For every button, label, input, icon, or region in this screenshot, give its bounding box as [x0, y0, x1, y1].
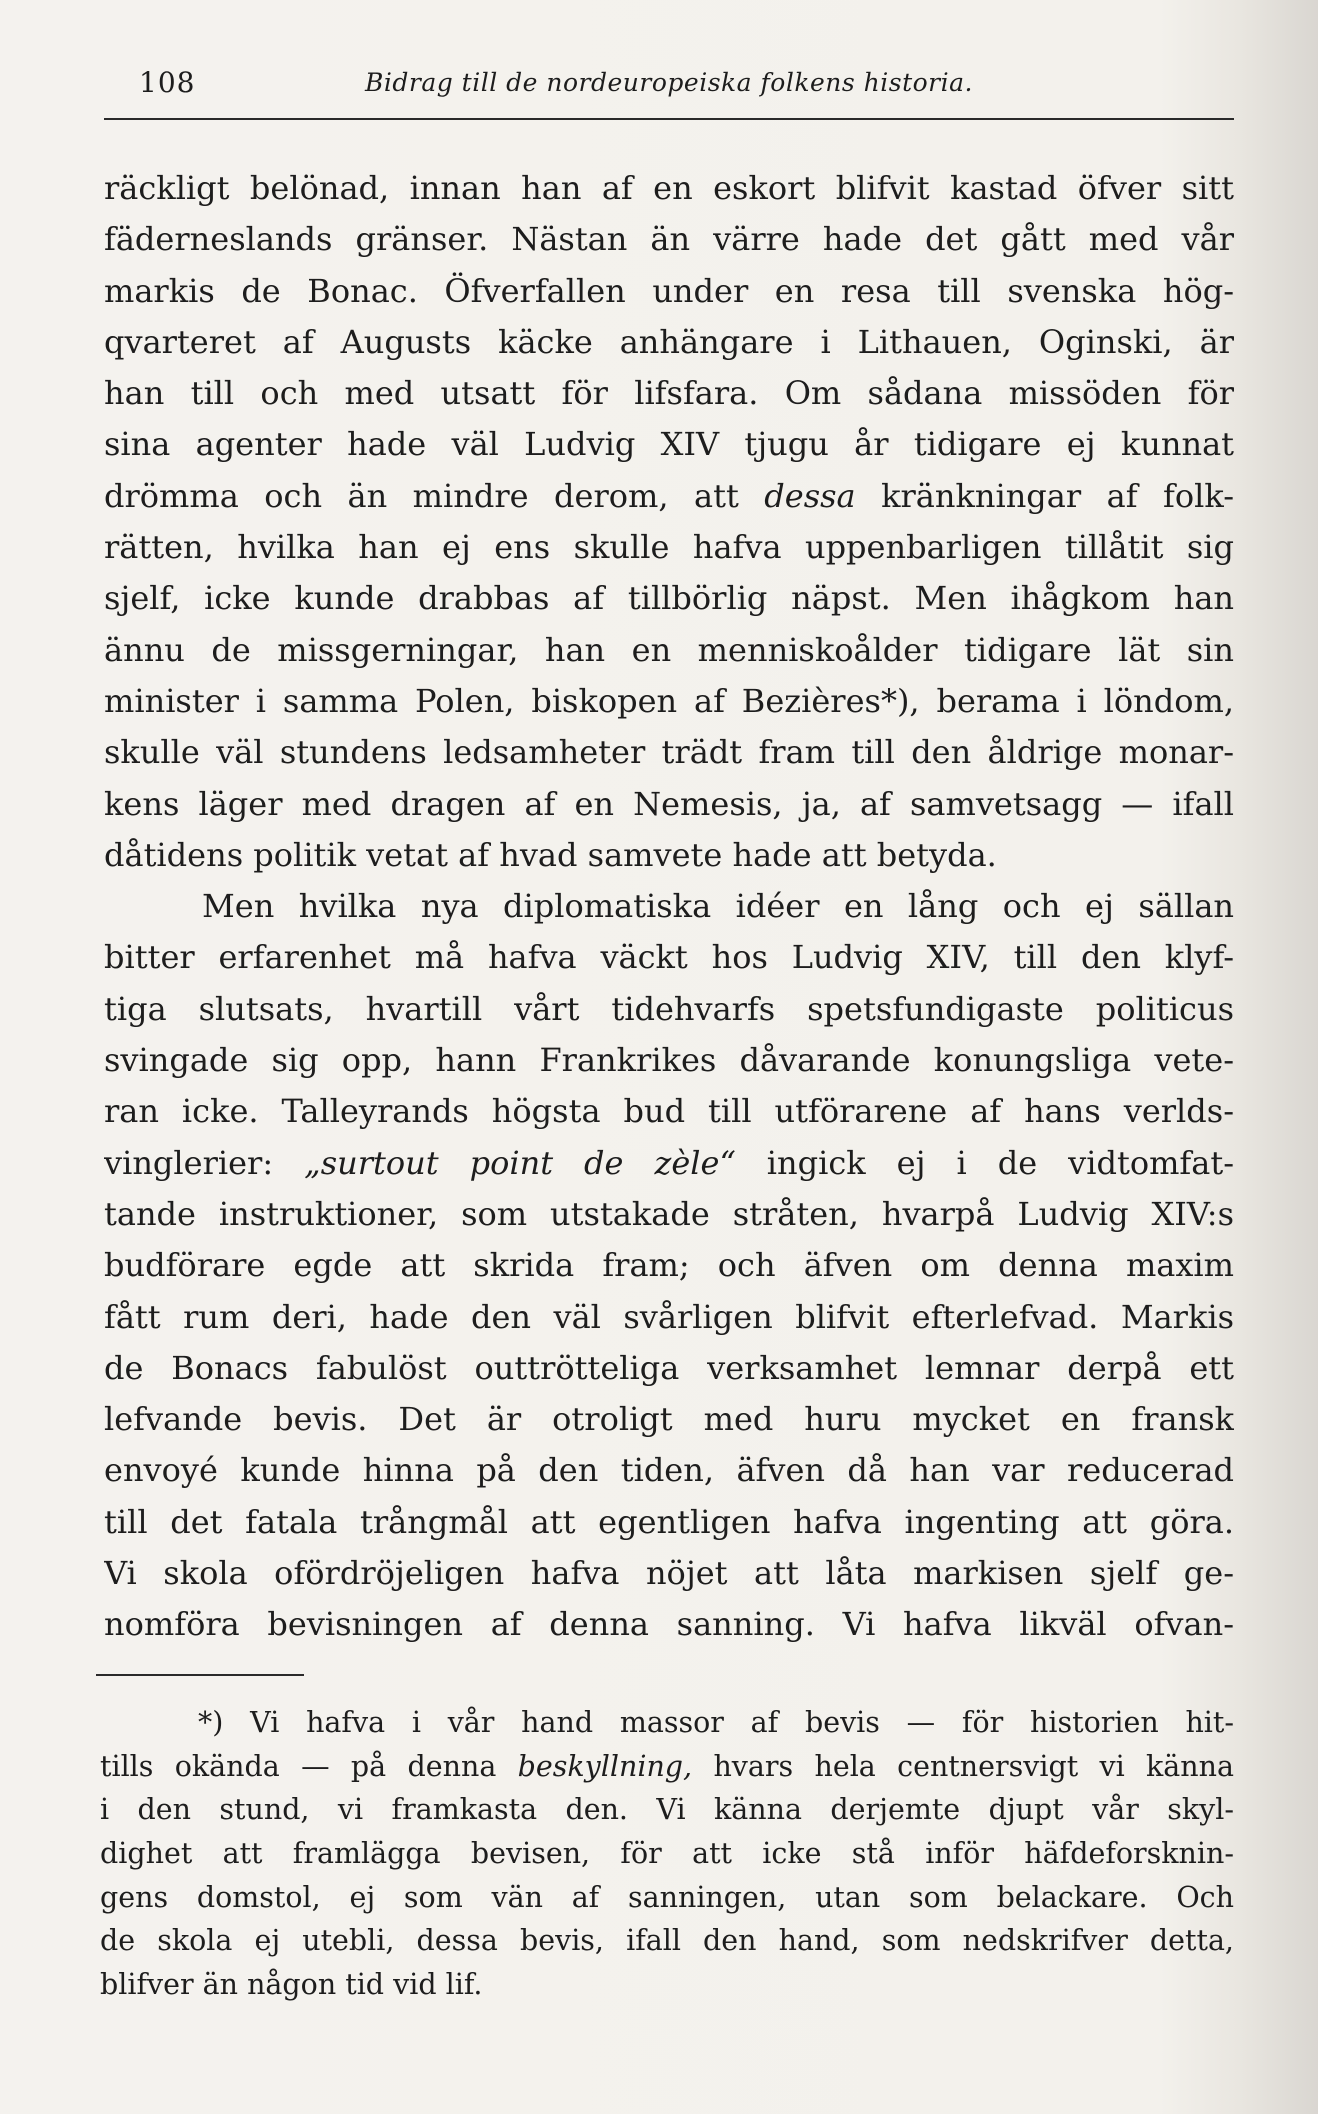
footnote-line: gens domstol, ej som vän af sanningen, utan som belackare. Och — [100, 1880, 1234, 1914]
text-line: sina agenter hade väl Ludvig XIV tjugu år tidigare ej kunnat — [104, 425, 1234, 464]
text-line: rätten, hvilka han ej ens skulle hafva uppenbarligen tillåtit sig — [104, 528, 1234, 567]
text-line: envoyé kunde hinna på den tiden, äfven då han var reducerad — [104, 1451, 1234, 1490]
text-segment: drömma och än mindre derom, att — [104, 476, 765, 515]
text-line: budförare egde att skrida fram; och äfven om denna maxim — [104, 1246, 1234, 1285]
running-title: Bidrag till de nordeuropeiska folkens historia. — [365, 68, 973, 97]
text-segment: vinglerier: — [104, 1143, 305, 1182]
footnote-line: de skola ej utebli, dessa bevis, ifall den hand, som nedskrifver detta, — [100, 1924, 1234, 1958]
text-line: minister i samma Polen, biskopen af Bezières*), berama i löndom, — [104, 681, 1234, 720]
text-line: bitter erfarenhet må hafva väckt hos Ludvig XIV, till den klyf- — [104, 938, 1234, 977]
body-text — [104, 163, 1234, 1651]
text-line: de Bonacs fabulöst outtrötteliga verksamhet lemnar derpå ett — [104, 1348, 1234, 1387]
text-line: lefvande bevis. Det är otroligt med huru mycket en fransk — [104, 1400, 1234, 1439]
header-rule — [104, 118, 1234, 120]
text-line: kens läger med dragen af en Nemesis, ja, af samvetsagg — ifall — [104, 784, 1234, 823]
footnote-rule — [96, 1674, 304, 1676]
footnote-line: i den stund, vi framkasta den. Vi känna derjemte djupt vår skyl- — [100, 1793, 1234, 1827]
text-line: svingade sig opp, hann Frankrikes dåvarande konungsliga vete- — [104, 1041, 1234, 1080]
text-line: skulle väl stundens ledsamheter trädt fram till den åldrige monar- — [104, 733, 1234, 772]
footnote — [100, 1701, 1234, 2007]
footnote-line: dighet att framlägga bevisen, för att icke stå inför häfdeforsknin- — [100, 1837, 1234, 1871]
text-line: tande instruktioner, som utstakade stråten, hvarpå Ludvig XIV:s — [104, 1194, 1234, 1233]
text-line: Vi skola ofördröjeligen hafva nöjet att låta markisen sjelf ge- — [104, 1554, 1234, 1593]
text-segment: ingick ej i de vidtomfat- — [735, 1143, 1234, 1182]
text-line — [104, 471, 1234, 522]
footnote-line: blifver än någon tid vid lif. — [100, 1968, 483, 2002]
text-line: räckligt belönad, innan han af en eskort blifvit kastad öfver sitt — [104, 169, 1234, 207]
text-line: han till och med utsatt för lifsfara. Om sådana missöden för — [104, 374, 1234, 413]
text-line: fått rum deri, hade den väl svårligen blifvit efterlefvad. Markis — [104, 1297, 1234, 1336]
text-line: till det fatala trångmål att egentligen hafva ingenting att göra. — [104, 1502, 1234, 1541]
footnote-line — [100, 1745, 1234, 1789]
text-line: tiga slutsats, hvartill vårt tidehvarfs spetsfundigaste politicus — [104, 989, 1234, 1028]
emphasis-dessa: dessa — [764, 476, 856, 515]
text-line: Men hvilka nya diplomatiska idéer en lång och ej sällan — [202, 887, 1234, 926]
text-line: nomföra bevisningen af denna sanning. Vi hafva likväl ofvan- — [104, 1605, 1234, 1644]
emphasis-surtout-point-de-zele: „surtout point de zèle“ — [304, 1143, 736, 1182]
text-line — [104, 1138, 1234, 1189]
text-line: qvarteret af Augusts käcke anhängare i Lithauen, Oginski, är — [104, 322, 1234, 361]
text-line: ännu de missgerningar, han en menniskoålder tidigare lät sin — [104, 630, 1234, 669]
text-line: markis de Bonac. Öfverfallen under en resa till svenska hög- — [104, 271, 1234, 310]
text-line: fäderneslands gränser. Nästan än värre hade det gått med vår — [104, 220, 1234, 259]
text-segment: kränkningar af folk- — [855, 476, 1234, 515]
text-line: ran icke. Talleyrands högsta bud till utförarene af hans verlds- — [104, 1092, 1234, 1131]
text-line: sjelf, icke kunde drabbas af tillbörlig näpst. Men ihågkom han — [104, 579, 1234, 618]
text-line: dåtidens politik vetat af hvad samvete hade att betyda. — [104, 835, 997, 874]
text-segment: tills okända — på denna — [100, 1749, 518, 1783]
page-header — [104, 58, 1234, 98]
emphasis-beskyllning: beskyllning, — [517, 1749, 693, 1783]
text-segment: hvars hela centnersvigt vi känna — [692, 1749, 1234, 1783]
footnote-line: *) Vi hafva i vår hand massor af bevis — för historien hit- — [198, 1706, 1234, 1739]
page-number: 108 — [139, 66, 196, 99]
